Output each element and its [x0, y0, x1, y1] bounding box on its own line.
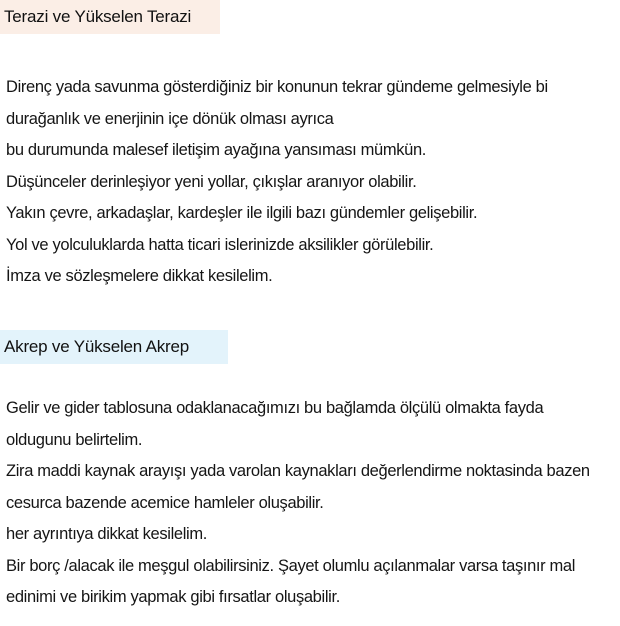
- text-line: Bir borç /alacak ile meşgul olabilirsiniz. Şayet olumlu açılanmalar varsa taşınır mal: [6, 556, 576, 575]
- section-terazi: [0, 0, 620, 285]
- section-heading-terazi: Terazi ve Yükselen Terazi: [0, 0, 220, 34]
- text-line: Düşünceler derinleşiyor yeni yollar, çıkışlar aranıyor olabilir.: [6, 172, 417, 191]
- text-line: oldugunu belirtelim.: [6, 430, 143, 449]
- section-heading-akrep: Akrep ve Yükselen Akrep: [0, 330, 228, 364]
- section-akrep: [0, 330, 620, 606]
- text-line: Yol ve yolculuklarda hatta ticari islerinizde aksilikler görülebilir.: [6, 235, 434, 254]
- text-line: Direnç yada savunma gösterdiğiniz bir konunun tekrar gündeme gelmesiyle bi: [6, 78, 548, 96]
- text-line: cesurca bazende acemice hamleler oluşabilir.: [6, 493, 324, 512]
- text-line: Gelir ve gider tablosuna odaklanacağımızı bu bağlamda ölçülü olmakta fayda: [6, 399, 544, 417]
- text-line: Zira maddi kaynak arayışı yada varolan kaynakları değerlendirme noktasinda bazen: [6, 462, 590, 480]
- text-line: durağanlık ve enerjinin içe dönük olması ayrıca: [6, 109, 334, 128]
- text-line: Yakın çevre, arkadaşlar, kardeşler ile ilgili bazı gündemler gelişebilir.: [6, 204, 478, 222]
- text-line: bu durumunda malesef iletişim ayağına yansıması mümkün.: [6, 141, 427, 159]
- text-line: her ayrıntıya dikkat kesilelim.: [6, 525, 207, 543]
- text-line: edinimi ve birikim yapmak gibi fırsatlar oluşabilir.: [6, 588, 340, 606]
- text-line: İmza ve sözleşmelere dikkat kesilelim.: [6, 267, 273, 285]
- section-body-terazi: [6, 72, 618, 293]
- section-body-akrep: [6, 393, 618, 614]
